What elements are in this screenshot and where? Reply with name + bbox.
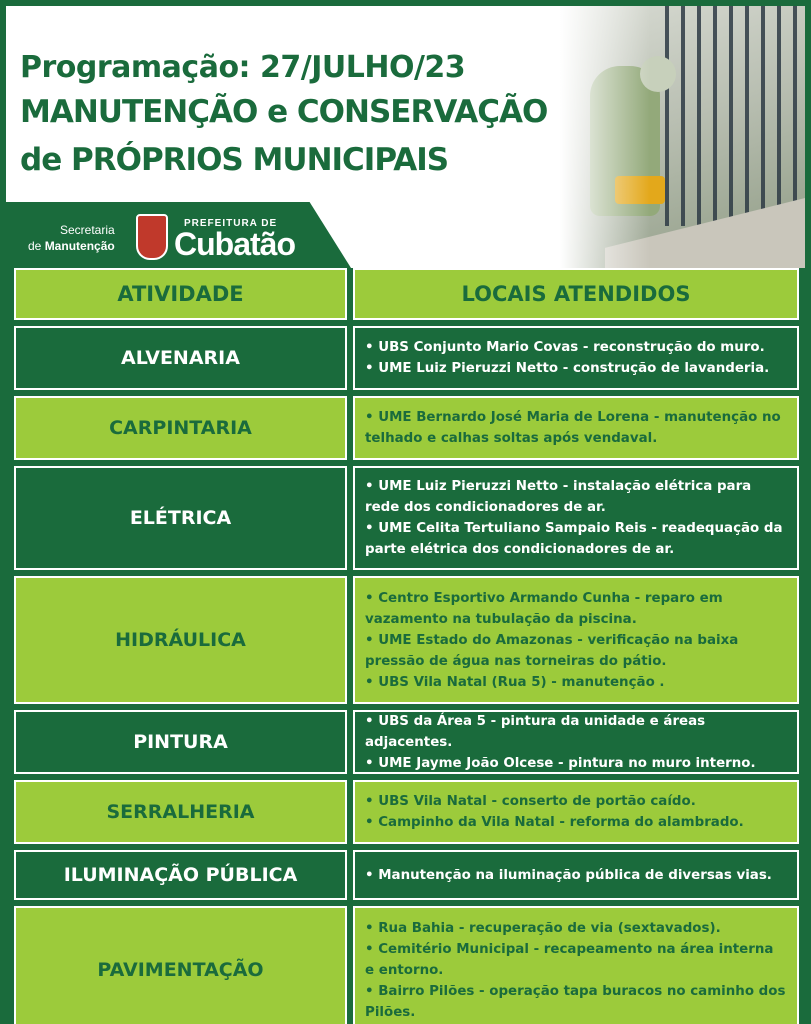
activity-cell: PAVIMENTAÇÃO — [14, 906, 347, 1024]
location-item: • Campinho da Vila Natal - reforma do alambrado. — [365, 815, 744, 830]
activity-cell: ILUMINAÇÃO PÚBLICA — [14, 850, 347, 900]
location-item: • UBS Vila Natal (Rua 5) - manutenção . — [365, 674, 665, 690]
locations-cell — [353, 780, 799, 844]
worker-photo — [560, 6, 805, 268]
column-header-activity: ATIVIDADE — [14, 268, 347, 320]
fence-shape — [665, 6, 805, 226]
location-item: • UME Celita Tertuliano Sampaio Reis - readequação da parte elétrica dos condicionadores de ar. — [365, 521, 783, 557]
table-row — [14, 710, 799, 774]
table-row — [14, 780, 799, 844]
table-row — [14, 396, 799, 460]
locations-cell — [353, 396, 799, 460]
schedule-title: Programação: 27/JULHO/23 — [20, 50, 466, 85]
activity-cell: CARPINTARIA — [14, 396, 347, 460]
locations-cell — [353, 326, 799, 390]
activity-cell: ALVENARIA — [14, 326, 347, 390]
secretaria-line2 — [28, 238, 115, 254]
photo-fade — [560, 6, 650, 268]
table-row — [14, 326, 799, 390]
location-item: • Rua Bahia - recuperação de via (sextavados). — [365, 920, 721, 936]
locations-cell — [353, 710, 799, 774]
header — [6, 6, 805, 268]
secretaria-label — [28, 222, 115, 254]
secretaria-prefix: de — [28, 239, 45, 253]
table-row — [14, 576, 799, 704]
table-header-row — [14, 268, 799, 320]
activity-cell: HIDRÁULICA — [14, 576, 347, 704]
column-header-locations: LOCAIS ATENDIDOS — [353, 268, 799, 320]
location-item: • UME Bernardo José Maria de Lorena - manutenção no telhado e calhas soltas após vendaval. — [365, 410, 781, 446]
location-item: • Manutenção na iluminação pública de diversas vias. — [365, 867, 772, 883]
activity-cell: ELÉTRICA — [14, 466, 347, 570]
table-row — [14, 850, 799, 900]
headline-line2: de PRÓPRIOS MUNICIPAIS — [20, 142, 449, 178]
headline-line1: MANUTENÇÃO e CONSERVAÇÃO — [20, 94, 548, 130]
locations-cell — [353, 576, 799, 704]
locations-cell — [353, 906, 799, 1024]
location-item: • UME Estado do Amazonas - verificação na baixa pressão de água nas torneiras do pátio. — [365, 632, 739, 669]
city-logo-text: Cubatão — [174, 226, 295, 262]
location-item: • UBS Conjunto Mario Covas - reconstrução do muro. — [365, 340, 765, 355]
location-item: • UBS Vila Natal - conserto de portão caído. — [365, 794, 696, 809]
location-item: • UME Luiz Pieruzzi Netto - instalação elétrica para rede dos condicionadores de ar. — [365, 479, 752, 515]
location-item: • Centro Esportivo Armando Cunha - reparo em vazamento na tubulação da piscina. — [365, 590, 723, 627]
locations-cell — [353, 850, 799, 900]
table-body — [14, 326, 799, 1024]
table-row — [14, 466, 799, 570]
activity-cell: PINTURA — [14, 710, 347, 774]
activity-cell: SERRALHERIA — [14, 780, 347, 844]
city-crest-icon — [136, 214, 168, 260]
prefeitura-label: PREFEITURA DE — [184, 218, 278, 229]
locations-cell — [353, 466, 799, 570]
location-item: • UBS da Área 5 - pintura da unidade e áreas adjacentes. — [365, 713, 706, 750]
schedule-table — [14, 268, 799, 1024]
location-item: • Bairro Pilões - operação tapa buracos no caminho dos Pilões. — [365, 983, 786, 1020]
table-row — [14, 906, 799, 1024]
secretaria-bold: Manutenção — [44, 239, 115, 253]
location-item: • UME Jayme João Olcese - pintura no muro interno. — [365, 755, 756, 771]
location-item: • Cemitério Municipal - recapeamento na área interna e entorno. — [365, 941, 774, 978]
secretaria-line1: Secretaria — [60, 223, 115, 237]
location-item: • UME Luiz Pieruzzi Netto - construção de lavanderia. — [365, 361, 770, 376]
